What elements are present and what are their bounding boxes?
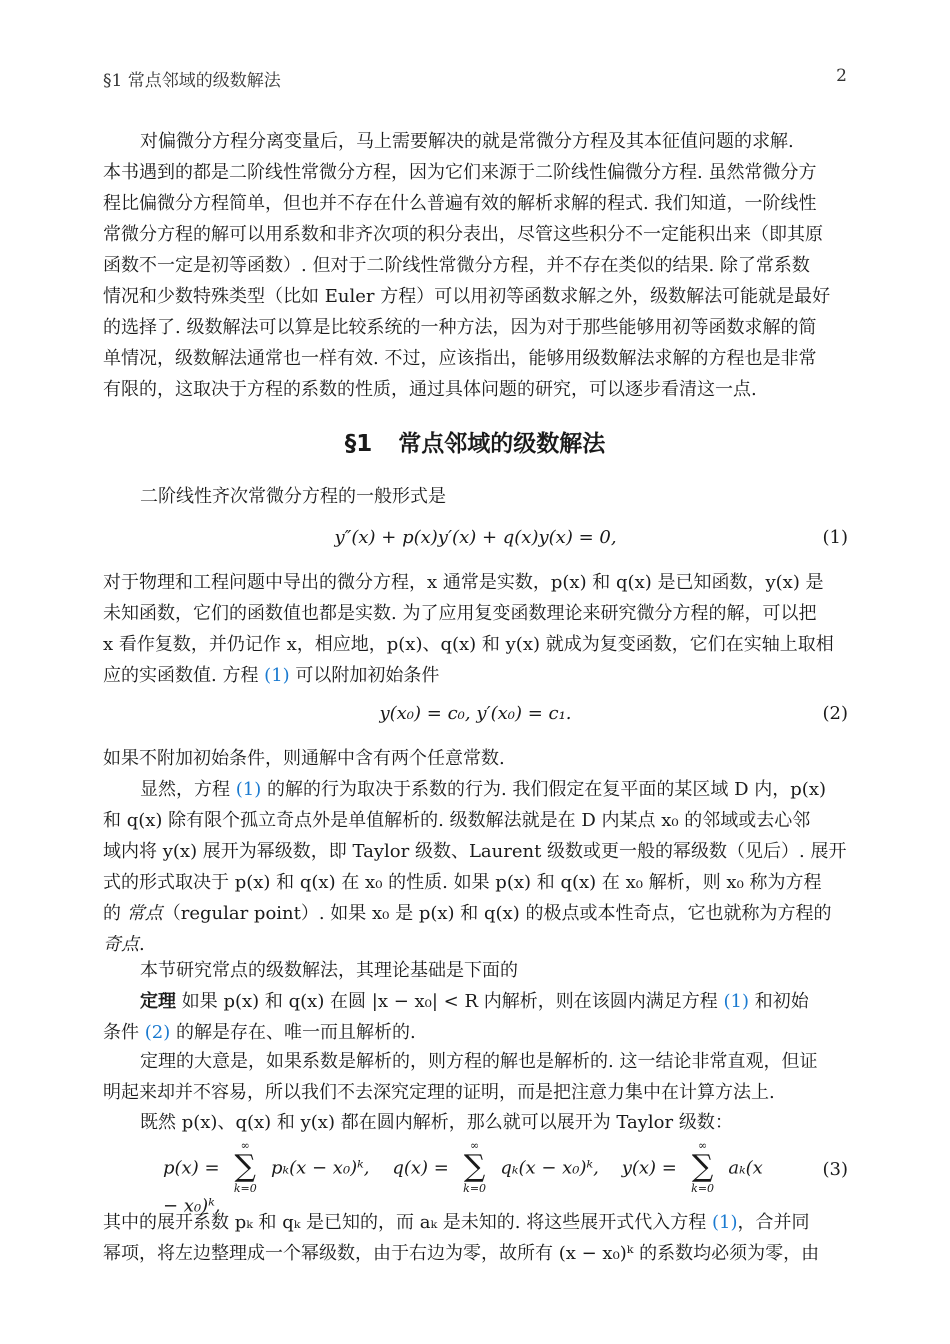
emphasis-term: 奇点 (103, 934, 139, 955)
theorem-block (103, 986, 848, 1048)
text-run: （regular point）. 如果 x₀ 是 p(x) 和 q(x) 的极点或本性奇点，它也就称为方程的 (162, 903, 832, 924)
equation-1 (103, 527, 848, 561)
section-title: 常点邻域的级数解法 (398, 431, 606, 457)
intro-line: 情况和少数特殊类型（比如 Euler 方程）可以用初等函数求解之外，级数解法可能就是最好 (103, 286, 831, 307)
sigma-symbol: ∑ (463, 1149, 486, 1184)
no-initial-line: 如果不附加初始条件，则通解中含有两个任意常数. (103, 748, 505, 769)
equation-1-body: y″(x) + p(x)y′(x) + q(x)y(x) = 0, (334, 527, 617, 548)
sigma-symbol: ∑ (234, 1149, 256, 1184)
paragraph-3-line (103, 898, 848, 929)
equation-2 (103, 703, 848, 737)
intro-line: 有限的，这取决于方程的系数的性质，通过具体问题的研究，可以逐步看清这一点. (103, 379, 757, 400)
intro-paragraph (103, 126, 848, 405)
text-run: 可以附加初始条件 (289, 665, 440, 686)
paragraph-4 (103, 1046, 848, 1108)
equation-3-number: (3) (822, 1159, 848, 1180)
equation-2-body: y(x₀) = c₀, y′(x₀) = c₁. (379, 703, 572, 724)
section-number: §1 (344, 431, 373, 457)
general-form-paragraph (103, 481, 848, 512)
intro-line: 本书遇到的都是二阶线性常微分方程，因为它们来源于二阶线性偏微分方程. 虽然常微分方 (103, 162, 817, 183)
paragraph-4-line: 定理的大意是，如果系数是解析的，则方程的解也是解析的. 这一结论非常直观，但证 (140, 1051, 818, 1072)
final-line (103, 1207, 848, 1238)
sum-upper: ∞ (240, 1139, 250, 1152)
intro-line: 单情况，级数解法通常也一样有效. 不过，应该指出，能够用级数解法求解的方程也是非常 (103, 348, 817, 369)
text-run: 条件 (103, 1022, 145, 1043)
intro-line: 常微分方程的解可以用系数和非齐次项的积分表出，尽管这些积分不一定能积出来（即其原 (103, 224, 823, 245)
sum-lower: k=0 (463, 1182, 487, 1195)
paragraph-final (103, 1207, 848, 1269)
equation-ref-link[interactable]: (1) (264, 665, 290, 686)
sum-lower: k=0 (233, 1182, 257, 1195)
p-series-term: pₖ(x − x₀)ᵏ, (271, 1157, 370, 1179)
equation-3-body (163, 1141, 783, 1217)
intro-line: 程比偏微分方程简单，但也并不存在什么普遍有效的解析求解的程式. 我们知道，一阶线性 (103, 193, 817, 214)
equation-ref-link[interactable]: (2) (144, 1022, 171, 1043)
paragraph-theory (103, 955, 848, 986)
equation-3 (103, 1139, 848, 1217)
theorem-line (103, 1017, 848, 1048)
page-number: 2 (836, 66, 847, 86)
taylor-line: 既然 p(x)、q(x) 和 y(x) 都在圆内解析，那么就可以展开为 Taylor 级数： (140, 1112, 733, 1133)
y-series-lhs: y(x) = (621, 1157, 677, 1179)
theorem-label: 定理 (140, 991, 176, 1012)
paragraph-2-line: x 看作复数，并仍记作 x，相应地，p(x)、q(x) 和 y(x) 就成为复变函数，它们在实轴上取相 (103, 634, 834, 655)
paragraph-3-line: 域内将 y(x) 展开为幂级数，即 Taylor 级数、Laurent 级数或更一般的幂级数（见后）. 展开 (103, 841, 847, 862)
paragraph-taylor (103, 1107, 848, 1138)
general-form-line: 二阶线性齐次常微分方程的一般形式是 (140, 486, 446, 507)
paragraph-2 (103, 567, 848, 691)
final-line: 幂项，将左边整理成一个幂级数，由于右边为零，故所有 (x − x₀)ᵏ 的系数均必须为零，由 (103, 1243, 820, 1264)
theorem-line (103, 986, 848, 1017)
running-header (103, 66, 847, 94)
text-run: 的解的行为取决于系数的行为. 我们假定在复平面的某区域 D 内，p(x) (261, 779, 826, 800)
equation-ref-link[interactable]: (1) (235, 779, 262, 800)
paragraph-2-line (103, 660, 848, 691)
text-run: 的 (103, 903, 127, 924)
sum-upper: ∞ (470, 1139, 480, 1152)
paragraph-4-line: 明起来却并不容易，所以我们不去深究定理的证明，而是把注意力集中在计算方法上. (103, 1082, 775, 1103)
p-series-lhs: p(x) = (163, 1157, 220, 1179)
running-header-title: §1 常点邻域的级数解法 (103, 71, 281, 91)
sum-operator (455, 1141, 495, 1195)
text-run: 应的实函数值. 方程 (103, 665, 265, 686)
text-run: 如果 p(x) 和 q(x) 在圆 |x − x₀| < R 内解析，则在该圆内满足方程 (181, 991, 724, 1012)
y-series-term: aₖ(x − x₀)ᵏ, (163, 1157, 763, 1217)
sum-operator (683, 1141, 723, 1195)
sum-operator (225, 1141, 265, 1195)
intro-line: 对偏微分方程分离变量后，马上需要解决的就是常微分方程及其本征值问题的求解. (140, 131, 794, 152)
theory-line: 本节研究常点的级数解法，其理论基础是下面的 (140, 960, 518, 981)
equation-2-number: (2) (822, 703, 848, 724)
q-series-lhs: q(x) = (392, 1157, 449, 1179)
text-run: 的解是存在、唯一而且解析的. (170, 1022, 416, 1043)
equation-ref-link[interactable]: (1) (711, 1212, 738, 1233)
q-series-term: qₖ(x − x₀)ᵏ, (500, 1157, 599, 1179)
intro-line: 的选择了. 级数解法可以算是比较系统的一种方法，因为对于那些能够用初等函数求解的简 (103, 317, 817, 338)
sum-upper: ∞ (698, 1139, 708, 1152)
sum-lower: k=0 (691, 1182, 715, 1195)
section-heading (0, 425, 950, 458)
paragraph-3-line: 式的形式取决于 p(x) 和 q(x) 在 x₀ 的性质. 如果 p(x) 和 q(x) 在 x₀ 解析，则 x₀ 称为方程 (103, 872, 822, 893)
text-run: 其中的展开系数 pₖ 和 qₖ 是已知的，而 aₖ 是未知的. 将这些展开式代入方程 (103, 1212, 712, 1233)
text-run: . (139, 934, 145, 955)
paragraph-2-line: 未知函数，它们的函数值也都是实数. 为了应用复变函数理论来研究微分方程的解，可以把 (103, 603, 817, 624)
text-run: 和初始 (748, 991, 809, 1012)
paragraph-no-initial (103, 743, 848, 774)
sigma-symbol: ∑ (691, 1149, 714, 1184)
text-run: ，合并同 (737, 1212, 810, 1233)
paragraph-3-line: 和 q(x) 除有限个孤立奇点外是单值解析的. 级数解法就是在 D 内某点 x₀ 的邻域或去心邻 (103, 810, 811, 831)
emphasis-term: 常点 (126, 903, 163, 924)
text-run: 显然，方程 (140, 779, 236, 800)
equation-1-number: (1) (822, 527, 848, 548)
paragraph-2-line: 对于物理和工程问题中导出的微分方程，x 通常是实数，p(x) 和 q(x) 是已知函数，y(x) 是 (103, 572, 824, 593)
paragraph-3-line (103, 774, 848, 805)
paragraph-3 (103, 774, 848, 960)
intro-line: 函数不一定是初等函数）. 但对于二阶线性常微分方程，并不存在类似的结果. 除了常系数 (103, 255, 810, 276)
equation-ref-link[interactable]: (1) (723, 991, 749, 1012)
